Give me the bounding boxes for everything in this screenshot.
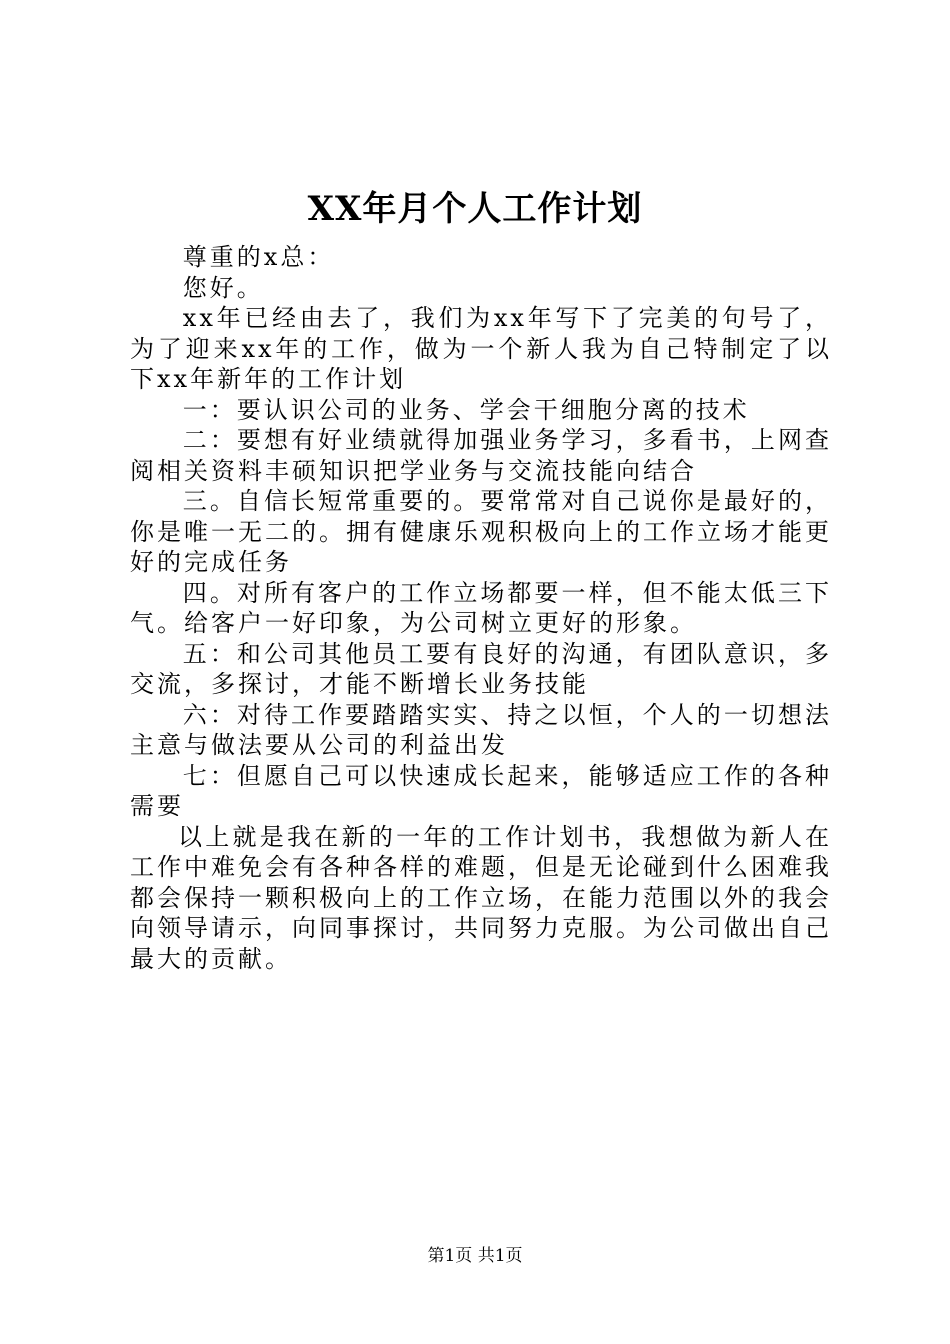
- paragraph-conclusion: 以上就是我在新的一年的工作计划书，我想做为新人在工作中难免会有各种各样的难题，但是无论碰到什么困难我都会保持一颗积极向上的工作立场，在能力范围以外的我会向领导请示，向同事探讨，共同努力克服。为公司做出自己最大的贡献。: [130, 822, 832, 973]
- paragraph-item-4: 四。对所有客户的工作立场都要一样，但不能太低三下气。给客户一好印象，为公司树立更好的形象。: [130, 578, 832, 637]
- salutation: 尊重的x总：: [182, 243, 335, 271]
- paragraph-item-1: 一：要认识公司的业务、学会干细胞分离的技术: [182, 395, 750, 424]
- greeting: 您好。: [182, 273, 264, 302]
- paragraph-intro: xx年已经由去了，我们为xx年写下了完美的句号了，为了迎来xx年的工作，做为一个新人我为自己特制定了以下xx年新年的工作计划: [130, 304, 832, 393]
- paragraph-item-5: 五：和公司其他员工要有良好的沟通，有团队意识，多交流，多探讨，才能不断增长业务技能: [130, 639, 832, 698]
- page-number-footer: 第1页 共1页: [427, 1246, 523, 1266]
- document-body: [130, 242, 832, 974]
- paragraph-item-6: 六：对待工作要踏踏实实、持之以恒，个人的一切想法主意与做法要从公司的利益出发: [130, 700, 832, 759]
- paragraph-item-2: 二：要想有好业绩就得加强业务学习，多看书，上网查阅相关资料丰硕知识把学业务与交流技能向结合: [130, 426, 832, 485]
- paragraph-item-7: 七：但愿自己可以快速成长起来，能够适应工作的各种需要: [130, 761, 832, 820]
- paragraph-item-3: 三。自信长短常重要的。要常常对自己说你是最好的，你是唯一无二的。拥有健康乐观积极向上的工作立场才能更好的完成任务: [130, 487, 832, 576]
- document-title: XX年月个人工作计划: [307, 189, 643, 229]
